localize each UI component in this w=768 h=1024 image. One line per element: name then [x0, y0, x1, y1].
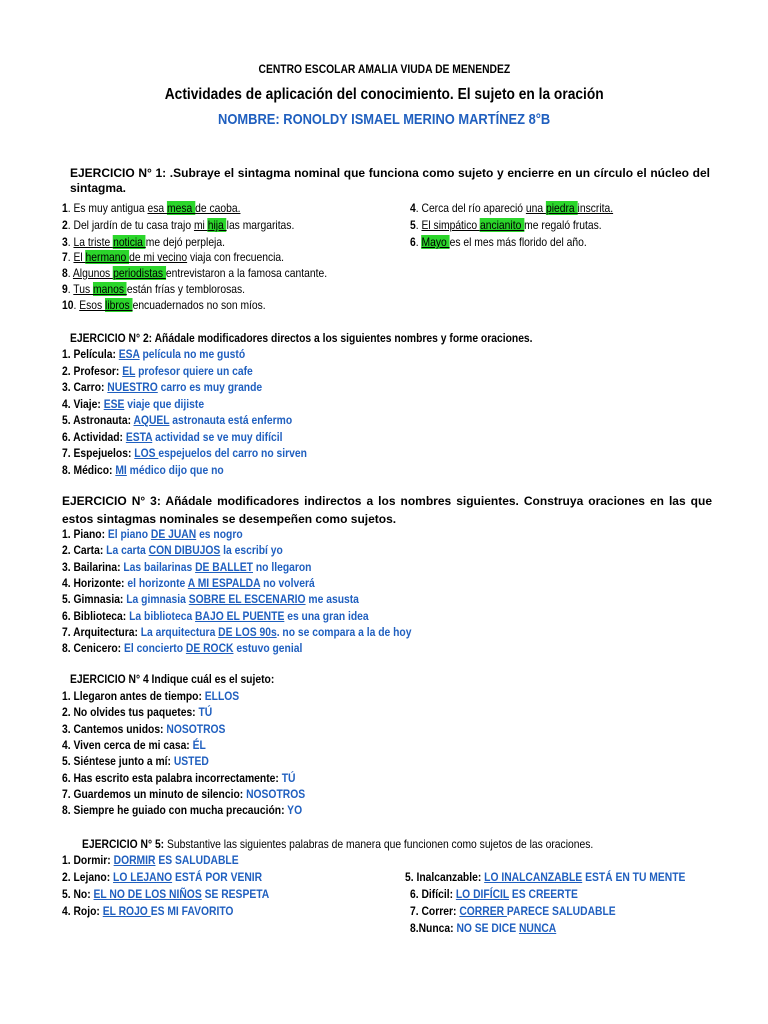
- exercise-3-item-text: [62, 576, 315, 590]
- exercise-5-item: [410, 921, 580, 935]
- exercise-4-item: [62, 754, 233, 768]
- sentence-text: me regaló frutas.: [524, 218, 602, 232]
- answer-text: ESTÁ EN TU MENTE: [582, 870, 686, 884]
- question-text: 8. Siempre he guiado con mucha precaución:: [62, 803, 288, 818]
- exercise-4-item: [62, 689, 268, 703]
- item-label: 3. Carro:: [62, 380, 108, 394]
- subject-core: periodistas: [113, 266, 166, 280]
- item-number: 6: [410, 235, 416, 249]
- substantive-word: LO LEJANO: [113, 870, 173, 884]
- exercise-1-item: [62, 282, 275, 296]
- subject-modifier: Tus: [73, 282, 94, 296]
- student-name: NOMBRE: RONOLDY ISMAEL MERINO MARTÍNEZ 8°B: [217, 111, 551, 128]
- exercise-2-item: [62, 397, 227, 411]
- subject-modifier: de caoba.: [195, 201, 241, 215]
- indirect-modifier: BAJO EL PUENTE: [195, 608, 285, 623]
- exercise-4-item: [62, 705, 237, 719]
- subject-answer: USTED: [173, 754, 209, 769]
- item-number: 3: [62, 235, 68, 249]
- substantive-word: NUNCA: [518, 921, 557, 935]
- subject-answer: YO: [287, 803, 303, 818]
- exercise-1-item: [410, 201, 646, 215]
- exercise-2-item: [62, 380, 295, 394]
- exercise-3-heading: EJERCICIO N° 3: Añádale modificadores indirectos a los nombres siguientes. Construya oraciones en las que estos sintagmas nominales se desempeñen como sujetos.: [62, 494, 712, 526]
- question-text: 7. Guardemos un minuto de silencio:: [62, 786, 247, 801]
- exercise-3-item: [62, 543, 319, 557]
- subject-phrase: [73, 282, 127, 296]
- question-text: 2. No olvides tus paquetes:: [62, 705, 199, 720]
- exercise-5-item: [62, 904, 261, 918]
- exercise-4-item-text: [62, 754, 209, 768]
- exercise-4-item: [62, 803, 341, 817]
- exercise-3-item-text: [62, 543, 283, 557]
- sentence-text: . Es muy antigua: [67, 201, 148, 215]
- exercise-4-item-text: [62, 689, 239, 703]
- exercise-5-item-text: [62, 870, 262, 884]
- sentence-text: es el mes más florido del año.: [449, 235, 587, 249]
- exercise-2-item-text: [62, 430, 282, 444]
- item-label: 5. No:: [62, 887, 94, 901]
- subject-core: hija: [207, 218, 227, 232]
- answer-text: médico dijo que no: [126, 462, 224, 477]
- question-text: 3. Cantemos unidos:: [62, 721, 167, 736]
- exercise-5-heading: EJERCICIO N° 5: Substantive las siguientes palabras de manera que funcionen como sujetos de las oraciones.: [82, 837, 594, 851]
- exercise-2-item: [62, 430, 318, 444]
- item-number: 2: [62, 218, 68, 232]
- item-label: 4. Rojo:: [62, 904, 103, 918]
- sentence-text: .: [67, 282, 74, 296]
- exercise-1-item-text: [62, 235, 225, 249]
- subject-core: piedra: [545, 201, 578, 215]
- answer-text: actividad se ve muy difícil: [152, 429, 283, 444]
- exercise-4-heading: EJERCICIO N° 4 Indique cuál es el sujeto:: [70, 672, 275, 686]
- substantive-word: EL NO DE LOS NIÑOS: [93, 887, 202, 901]
- exercise-1-item-text: [62, 218, 294, 232]
- item-label: 8. Médico:: [62, 462, 116, 477]
- answer-text: ES SALUDABLE: [155, 853, 239, 867]
- exercise-1-item-text: [62, 250, 284, 264]
- subject-phrase: [73, 235, 145, 249]
- item-label: 5. Gimnasia:: [62, 592, 127, 607]
- exercise-2-item: [62, 446, 347, 460]
- direct-modifier: MI: [115, 462, 127, 477]
- question-text: 1. Llegaron antes de tiempo:: [62, 689, 205, 703]
- answer-text: carro es muy grande: [157, 380, 263, 394]
- subject-modifier: El: [73, 250, 86, 264]
- item-label: 6. Biblioteca:: [62, 608, 130, 623]
- subject-phrase: [526, 201, 613, 215]
- exercise-1-item: [62, 250, 320, 264]
- exercise-1-item-text: [410, 218, 602, 232]
- exercise-2-item-text: [62, 364, 253, 378]
- subject-answer: TÚ: [198, 705, 213, 720]
- subject-phrase: [421, 235, 449, 249]
- subject-modifier: inscrita.: [577, 201, 614, 215]
- exercise-1-item-text: [410, 235, 587, 249]
- sentence-text: .: [67, 266, 73, 280]
- sentence-text: .: [73, 298, 80, 312]
- substantive-word: LO DIFÍCIL: [455, 887, 510, 901]
- sentence-text: .: [67, 250, 74, 264]
- item-label: 8.Nunca:: [410, 921, 457, 935]
- exercise-5-item-text: [405, 870, 685, 884]
- exercise-4-item-text: [62, 803, 302, 817]
- substantive-word: EL ROJO: [102, 904, 151, 918]
- exercise-2-item: [62, 364, 284, 378]
- exercise-3-item: [62, 592, 407, 606]
- sentence-text: entrevistaron a la famosa cantante.: [165, 266, 328, 280]
- direct-modifier: ESA: [118, 347, 140, 361]
- school-name: CENTRO ESCOLAR AMALIA VIUDA DE MENENDEZ: [258, 62, 510, 76]
- item-label: 8. Cenicero:: [62, 641, 124, 656]
- subject-modifier: La triste: [73, 235, 114, 249]
- exercise-3-item: [62, 625, 468, 639]
- exercise-2-item: [62, 413, 330, 427]
- question-text: 6. Has escrito esta palabra incorrectamente:: [62, 770, 282, 785]
- answer-text: la escribí yo: [220, 543, 283, 558]
- exercise-1-item-text: [62, 266, 327, 280]
- subject-core: libros: [105, 298, 133, 312]
- subject-modifier: de mi vecino: [129, 250, 188, 264]
- item-label: 7. Arquitectura:: [62, 624, 141, 639]
- subject-modifier: Algunos: [72, 266, 114, 280]
- item-label: 2. Profesor:: [62, 363, 123, 378]
- answer-text: no volverá: [260, 575, 315, 590]
- exercise-2-item-text: [62, 463, 224, 477]
- item-label: 1. Piano:: [62, 527, 108, 541]
- answer-text: me asusta: [305, 592, 359, 607]
- sentence-text: me dejó perpleja.: [145, 235, 225, 249]
- subject-core: manos: [93, 282, 127, 296]
- answer-text: NO SE DICE: [456, 921, 519, 935]
- item-number: 1: [62, 201, 68, 215]
- exercise-3-item: [62, 641, 341, 655]
- exercise-3-item-text: [62, 592, 359, 606]
- item-label: 6. Actividad:: [62, 429, 126, 444]
- subject-answer: TÚ: [281, 770, 296, 785]
- exercise-4-item-text: [62, 705, 212, 719]
- answer-text: estuvo genial: [233, 641, 303, 656]
- subject-modifier: mi: [193, 218, 208, 232]
- item-number: 4: [410, 201, 416, 215]
- answer-text: PARECE SALUDABLE: [506, 904, 616, 918]
- exercise-5-item: [410, 904, 649, 918]
- exercise-1-item: [62, 235, 251, 249]
- subject-answer: NOSOTROS: [246, 786, 306, 801]
- indirect-modifier: DE BALLET: [195, 559, 254, 574]
- subject-modifier: esa: [147, 201, 168, 215]
- exercise-3-item-text: [62, 625, 411, 639]
- indirect-modifier: SOBRE EL ESCENARIO: [188, 592, 306, 607]
- answer-text: El concierto: [123, 641, 186, 656]
- direct-modifier: EL: [122, 363, 136, 378]
- item-number: 10: [62, 298, 74, 312]
- exercise-2-item: [62, 347, 275, 361]
- subject-phrase: [79, 298, 132, 312]
- answer-text: profesor quiere un cafe: [135, 363, 253, 378]
- exercise-5-item-text: [62, 904, 233, 918]
- exercise-2-item: [62, 463, 250, 477]
- indirect-modifier: DE LOS 90s: [218, 624, 277, 639]
- item-label: 7. Espejuelos:: [62, 446, 135, 460]
- exercise-3-item: [62, 609, 419, 623]
- item-label: 2. Carta:: [62, 543, 107, 558]
- answer-text: La gimnasia: [126, 592, 189, 607]
- exercise-5-item-text: [410, 921, 556, 935]
- item-label: 4. Viaje:: [62, 396, 104, 411]
- subject-answer: NOSOTROS: [166, 721, 226, 736]
- direct-modifier: ESTA: [125, 429, 153, 444]
- substantive-word: DORMIR: [113, 853, 156, 867]
- item-label: 5. Inalcanzable:: [405, 870, 485, 884]
- subject-core: noticia: [113, 235, 146, 249]
- subject-core: ancianito: [479, 218, 525, 232]
- exercise-2-item-text: [62, 413, 292, 427]
- direct-modifier: AQUEL: [133, 413, 170, 427]
- exercise-1-item: [62, 201, 270, 215]
- sentence-text: .: [67, 235, 74, 249]
- item-label: 5. Astronauta:: [62, 413, 134, 427]
- exercise-4-item: [62, 787, 345, 801]
- exercise-1-item-text: [410, 201, 613, 215]
- exercise-1-heading: EJERCICIO N° 1: .Subraye el sintagma nominal que funciona como sujeto y encierre en un círculo el núcleo del sintagma.: [70, 166, 710, 195]
- indirect-modifier: CON DIBUJOS: [148, 543, 221, 558]
- indirect-modifier: DE ROCK: [185, 641, 234, 656]
- sentence-text: viaja con frecuencia.: [187, 250, 285, 264]
- answer-text: La biblioteca: [129, 608, 196, 623]
- substantive-word: LO INALCANZABLE: [484, 870, 583, 884]
- answer-text: viaje que dijiste: [124, 396, 205, 411]
- exercise-4-item: [62, 738, 229, 752]
- item-label: 4. Horizonte:: [62, 575, 128, 590]
- exercise-1-item-text: [62, 282, 245, 296]
- exercise-1-item: [410, 218, 633, 232]
- sentence-text: encuadernados no son míos.: [132, 298, 266, 312]
- exercise-4-item: [62, 771, 333, 785]
- exercise-2-item-text: [62, 380, 262, 394]
- exercise-1-item-text: [62, 298, 266, 312]
- subject-core: hermano: [85, 250, 130, 264]
- item-label: 1. Película:: [62, 347, 119, 361]
- item-number: 7: [62, 250, 68, 264]
- document-title: Actividades de aplicación del conocimiento. El sujeto en la oración: [164, 86, 604, 103]
- answer-text: El piano: [107, 527, 151, 541]
- answer-text: La carta: [106, 543, 149, 558]
- subject-phrase: [73, 266, 166, 280]
- subject-core: Mayo: [421, 235, 450, 249]
- exercise-5-item-text: [62, 887, 269, 901]
- subject-phrase: [194, 218, 227, 232]
- answer-text: ES CREERTE: [509, 887, 578, 901]
- answer-text: SE RESPETA: [201, 887, 270, 901]
- subject-modifier: El simpático: [421, 218, 480, 232]
- exercise-5-item-text: [62, 853, 239, 867]
- sentence-text: . Cerca del río apareció: [415, 201, 526, 215]
- exercise-4-item: [62, 722, 252, 736]
- sentence-text: . Del jardín de tu casa trajo: [67, 218, 194, 232]
- answer-text: ESTÁ POR VENIR: [172, 870, 263, 884]
- answer-text: espejuelos del carro no sirven: [158, 446, 307, 460]
- answer-text: astronauta está enfermo: [169, 413, 293, 427]
- answer-text: Las bailarinas: [123, 559, 196, 574]
- item-label: 2. Lejano:: [62, 870, 114, 884]
- substantive-word: CORRER: [459, 904, 507, 918]
- answer-text: La arquitectura: [140, 624, 219, 639]
- exercise-4-item-text: [62, 787, 305, 801]
- sentence-text: las margaritas.: [226, 218, 295, 232]
- direct-modifier: ESE: [103, 396, 125, 411]
- indirect-modifier: A MI ESPALDA: [187, 575, 261, 590]
- item-label: 7. Correr:: [410, 904, 460, 918]
- exercise-1-item: [410, 235, 615, 249]
- exercise-5-item: [410, 887, 605, 901]
- exercise-5-item: [62, 853, 267, 867]
- exercise-3-item-text: [62, 527, 243, 541]
- item-number: 8: [62, 266, 68, 280]
- exercise-5-item-text: [410, 904, 616, 918]
- exercise-4-item-text: [62, 771, 295, 785]
- exercise-3-item: [62, 527, 272, 541]
- item-label: 3. Bailarina:: [62, 559, 124, 574]
- answer-text: ES MI FAVORITO: [150, 904, 234, 918]
- exercise-2-item-text: [62, 446, 307, 460]
- question-text: 5. Siéntese junto a mí:: [62, 754, 174, 769]
- exercise-2-heading: EJERCICIO N° 2: Añádale modificadores directos a los siguientes nombres y forme oraciones.: [70, 331, 533, 345]
- sentence-text: .: [415, 218, 422, 232]
- exercise-4-item-text: [62, 722, 225, 736]
- answer-text: es una gran idea: [284, 608, 369, 623]
- answer-text: . no se compara a la de hoy: [276, 624, 412, 639]
- subject-core: mesa: [167, 201, 196, 215]
- exercise-5-item: [62, 887, 303, 901]
- subject-modifier: una: [525, 201, 546, 215]
- direct-modifier: LOS: [134, 446, 159, 460]
- exercise-3-item-text: [62, 609, 369, 623]
- sentence-text: están frías y temblorosas.: [126, 282, 246, 296]
- exercise-2-item-text: [62, 397, 204, 411]
- exercise-1-item: [62, 266, 370, 280]
- item-label: 6. Difícil:: [410, 887, 456, 901]
- item-number: 9: [62, 282, 68, 296]
- exercise-3-item: [62, 576, 356, 590]
- exercise-3-item-text: [62, 560, 311, 574]
- exercise-4-item-text: [62, 738, 206, 752]
- answer-text: es nogro: [196, 527, 243, 541]
- question-text: 4. Viven cerca de mi casa:: [62, 737, 193, 752]
- exercise-3-item-text: [62, 641, 302, 655]
- answer-text: el horizonte: [127, 575, 188, 590]
- answer-text: no llegaron: [253, 559, 312, 574]
- subject-phrase: [147, 201, 240, 215]
- exercise-1-item: [62, 298, 299, 312]
- subject-modifier: Esos: [79, 298, 106, 312]
- sentence-text: .: [415, 235, 422, 249]
- subject-phrase: [421, 218, 524, 232]
- item-label: 1. Dormir:: [62, 853, 114, 867]
- exercise-2-item-text: [62, 347, 245, 361]
- subject-answer: ELLOS: [204, 689, 240, 703]
- subject-phrase: [73, 250, 187, 264]
- exercise-1-item-text: [62, 201, 240, 215]
- exercise-1-item: [62, 218, 332, 232]
- answer-text: película no me gustó: [139, 347, 246, 361]
- indirect-modifier: DE JUAN: [150, 527, 197, 541]
- exercise-5-item-text: [410, 887, 578, 901]
- subject-answer: ÉL: [192, 737, 206, 752]
- exercise-5-item: [405, 870, 731, 884]
- exercise-3-item: [62, 560, 352, 574]
- exercise-5-item: [62, 870, 295, 884]
- item-number: 5: [410, 218, 416, 232]
- direct-modifier: NUESTRO: [107, 380, 158, 394]
